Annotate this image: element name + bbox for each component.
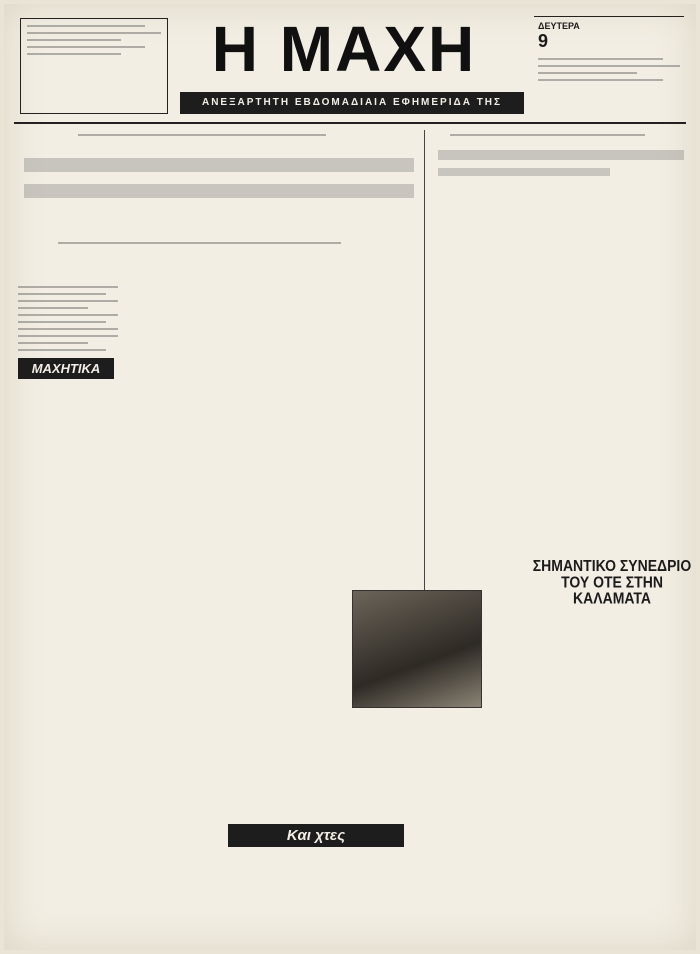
newspaper-page [4, 4, 696, 950]
right-headline-article [432, 130, 690, 190]
masthead-info-box [534, 16, 684, 116]
portrait-photo [352, 590, 482, 708]
section-label: ΜΑΧΗΤΙΚΑ [18, 358, 114, 379]
masthead [4, 4, 696, 130]
newspaper-tagline: ΑΝΕΞΑΡΤΗΤΗ ΕΒΔΟΜΑΔΙΑΙΑ ΕΦΗΜΕΡΙΔΑ ΤΗΣ ΜΕΣΣΗΝΙΑΣ [180, 92, 524, 114]
right-box-article [532, 556, 692, 608]
section-label-box [18, 358, 114, 379]
issue-day: ΔΕΥΤΕΡΑ [538, 21, 580, 31]
left-column-text [18, 286, 118, 356]
right-box-headline: ΣΗΜΑΝΤΙΚΟ ΣΥΝΕΔΡΙΟ ΤΟΥ ΟΤΕ ΣΤΗΝ ΚΑΛΑΜΑΤΑ [532, 556, 692, 608]
bottom-box: Και χτες [228, 824, 404, 847]
masthead-notice-box [20, 18, 168, 114]
issue-date: 9 [538, 31, 549, 51]
bottom-box-label [228, 824, 404, 847]
main-headline-article [18, 130, 420, 280]
newspaper-title: Η ΜΑΧΗ [211, 13, 477, 85]
